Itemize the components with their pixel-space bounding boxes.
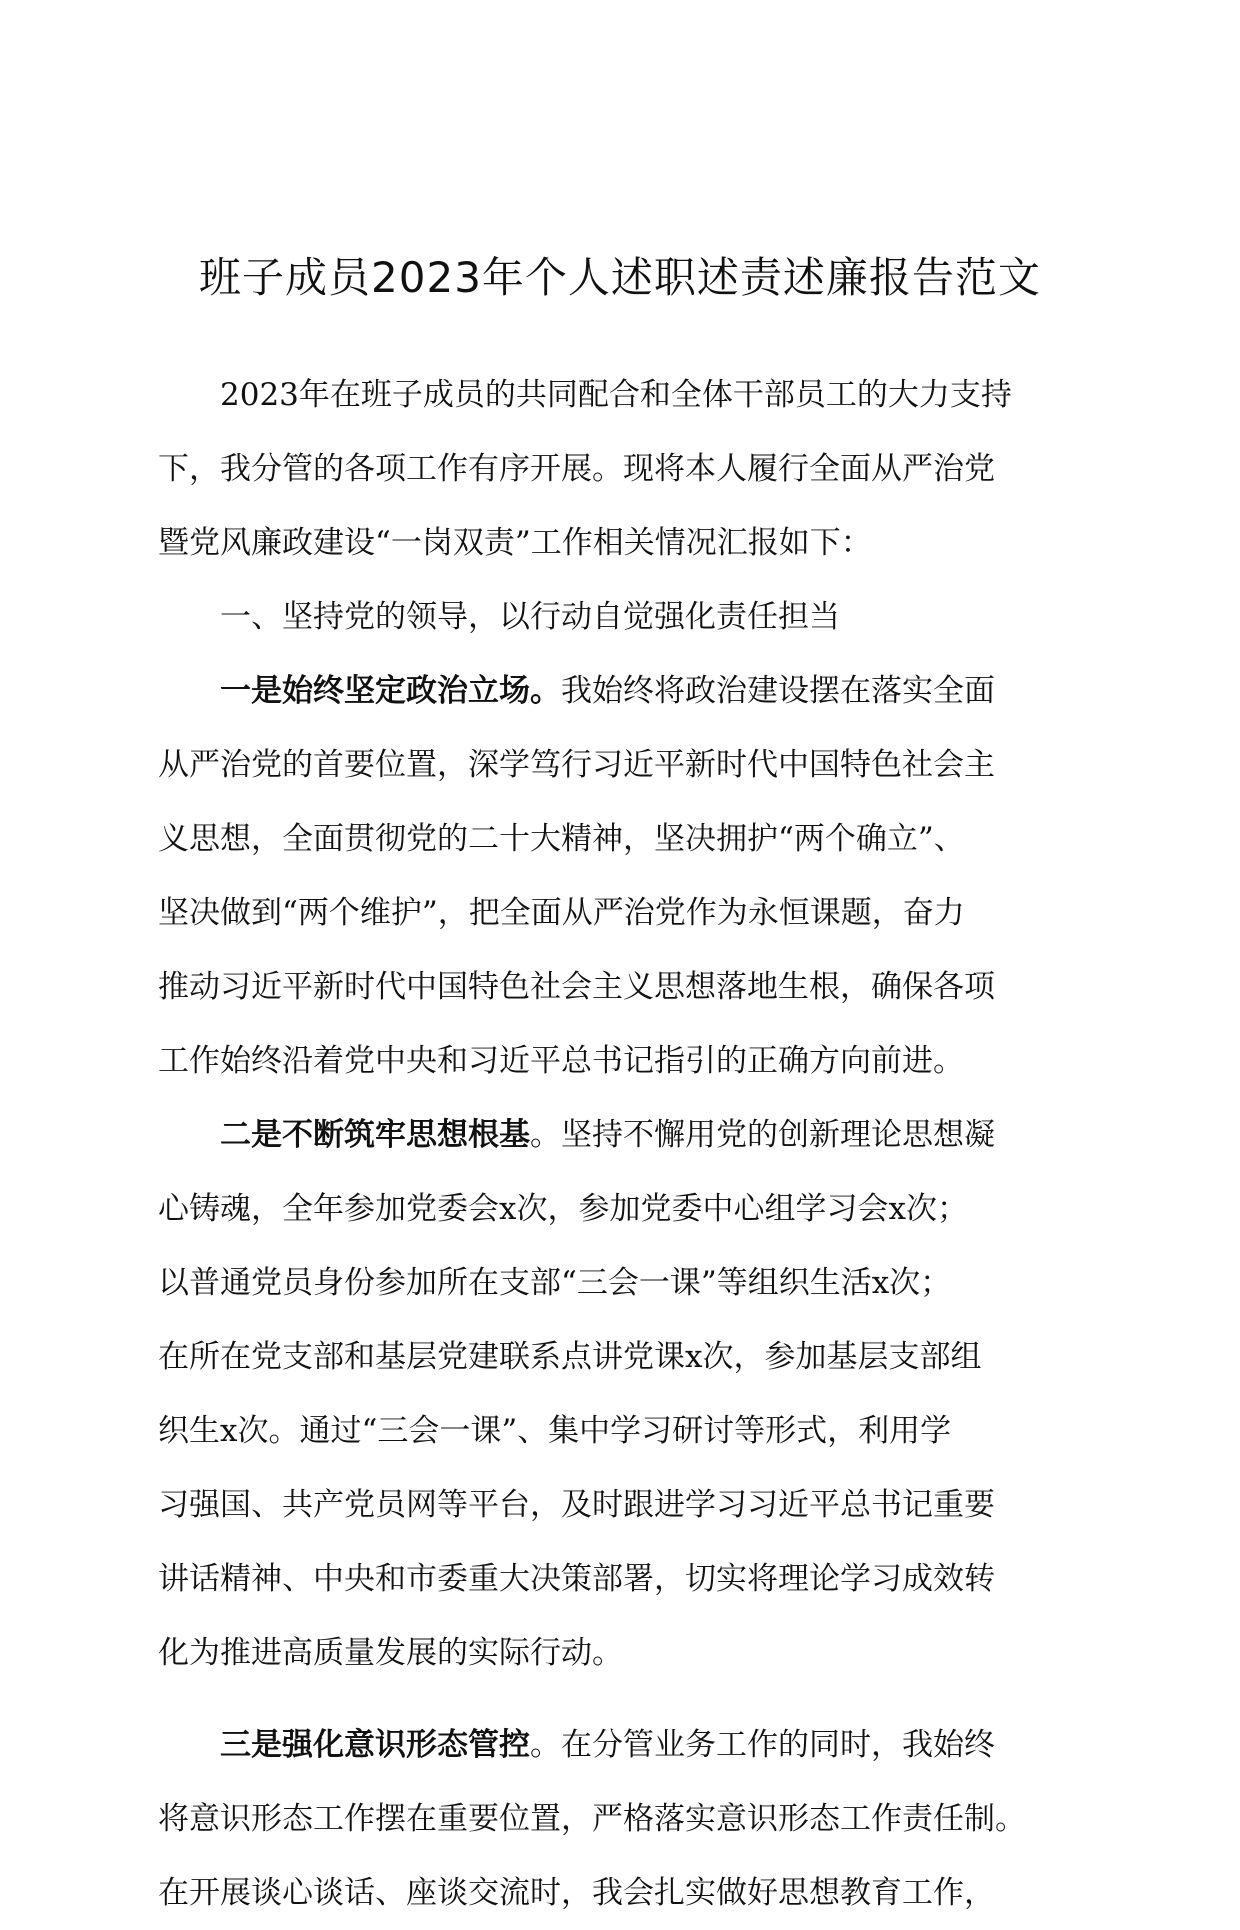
paragraph-line (158, 654, 1078, 728)
line-text: 义思想，全面贯彻党的二十大精神，坚决拥护“两个确立”、 (158, 821, 965, 857)
line-text: 工作始终沿着党中央和习近平总书记指引的正确方向前进。 (158, 1043, 964, 1079)
paragraph-line (158, 1468, 1078, 1542)
paragraph-gap (158, 1690, 1078, 1708)
line-text: 暨党风廉政建设“一岗双责”工作相关情况汇报如下： (158, 525, 872, 561)
line-text: 推动习近平新时代中国特色社会主义思想落地生根，确保各项 (158, 969, 995, 1005)
line-text: 讲话精神、中央和市委重大决策部署，切实将理论学习成效转 (158, 1561, 995, 1597)
paragraph-line (158, 728, 1078, 802)
line-text: 。在分管业务工作的同时，我始终 (530, 1727, 995, 1763)
line-text: 从严治党的首要位置，深学笃行习近平新时代中国特色社会主 (158, 747, 995, 783)
point-lead: 三是强化意识形态管控 (220, 1727, 530, 1763)
line-text: 。坚持不懈用党的创新理论思想凝 (530, 1117, 995, 1153)
paragraph-line (158, 1320, 1078, 1394)
line-text: 习强国、共产党员网等平台，及时跟进学习习近平总书记重要 (158, 1487, 995, 1523)
paragraph-line (158, 1542, 1078, 1616)
paragraph-line (158, 358, 1078, 432)
document-title: 班子成员2023年个人述职述责述廉报告范文 (199, 253, 1041, 302)
point-lead: 一是始终坚定政治立场。 (220, 673, 561, 709)
paragraph-line (158, 506, 1078, 580)
paragraph-line (158, 876, 1078, 950)
line-text: 在所在党支部和基层党建联系点讲党课x次，参加基层支部组 (158, 1339, 982, 1375)
point-lead: 二是不断筑牢思想根基 (220, 1117, 530, 1153)
paragraph-line (158, 432, 1078, 506)
line-text: 化为推进高质量发展的实际行动。 (158, 1635, 623, 1671)
line-text: 2023年在班子成员的共同配合和全体干部员工的大力支持 (220, 377, 1012, 413)
paragraph-line (158, 1098, 1078, 1172)
paragraph-line (158, 1782, 1078, 1856)
line-text: 将意识形态工作摆在重要位置，严格落实意识形态工作责任制。 (158, 1801, 1026, 1837)
line-text: 心铸魂，全年参加党委会x次，参加党委中心组学习会x次； (158, 1191, 968, 1227)
paragraph-line (158, 1024, 1078, 1098)
line-text: 织生x次。通过“三会一课”、集中学习研讨等形式，利用学 (158, 1413, 952, 1449)
paragraph-line (158, 1172, 1078, 1246)
paragraph-line (158, 1708, 1078, 1782)
line-text: 坚决做到“两个维护”，把全面从严治党作为永恒课题，奋力 (158, 895, 965, 931)
paragraph-line (158, 1246, 1078, 1320)
paragraph-line (158, 1856, 1078, 1930)
line-text: 下，我分管的各项工作有序开展。现将本人履行全面从严治党 (158, 451, 995, 487)
section-heading (158, 580, 1078, 654)
line-text: 我始终将政治建设摆在落实全面 (561, 673, 995, 709)
paragraph-line (158, 950, 1078, 1024)
paragraph-line (158, 802, 1078, 876)
paragraph-line (158, 1616, 1078, 1690)
line-text: 在开展谈心谈话、座谈交流时，我会扎实做好思想教育工作， (158, 1875, 995, 1911)
paragraph-line (158, 1394, 1078, 1468)
line-text: 以普通党员身份参加所在支部“三会一课”等组织生活x次； (158, 1265, 952, 1301)
document-body (158, 358, 1078, 1930)
section-heading-text: 一、坚持党的领导，以行动自觉强化责任担当 (220, 599, 840, 635)
